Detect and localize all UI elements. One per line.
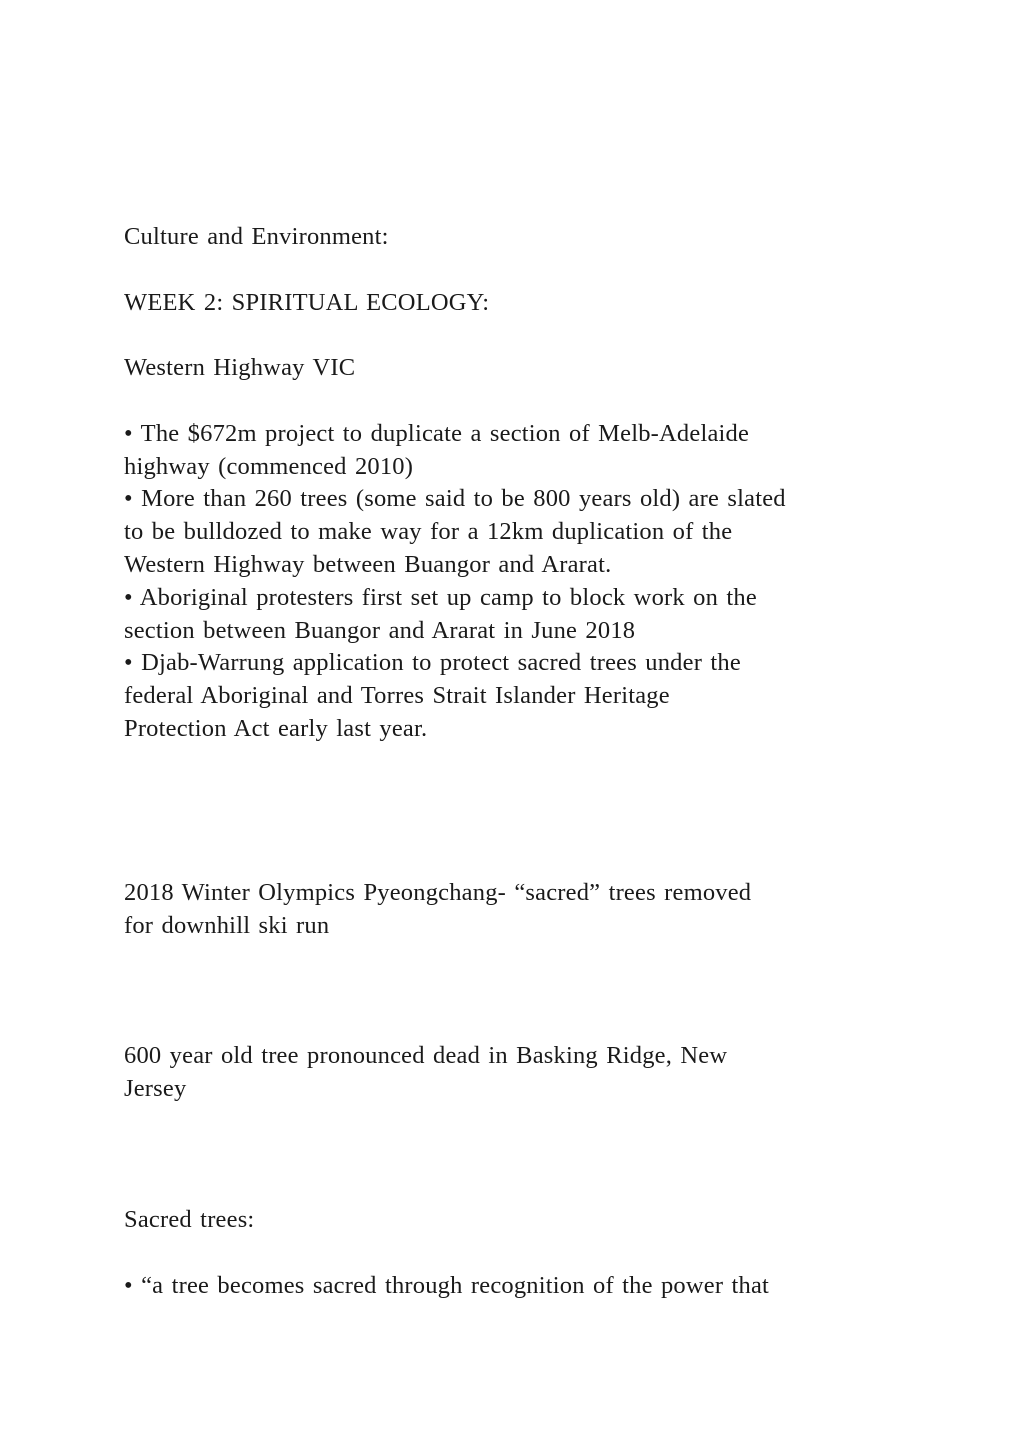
basking-ridge-line-2: Jersey (124, 1075, 187, 1103)
olympics-line-1: 2018 Winter Olympics Pyeongchang- “sacred” trees removed (124, 878, 752, 906)
document-title: Culture and Environment: (124, 223, 389, 250)
document-body (124, 221, 904, 1302)
week-heading: WEEK 2: SPIRITUAL ECOLOGY: (124, 288, 490, 316)
bullet-4-line-3: Protection Act early last year. (124, 714, 428, 742)
sacred-trees-bullet: • “a tree becomes sacred through recognition of the power that (124, 1271, 770, 1299)
olympics-paragraph (124, 877, 904, 943)
bullet-1-line-1: • The $672m project to duplicate a section of Melb-Adelaide (124, 419, 750, 447)
bullet-2-line-1: • More than 260 trees (some said to be 800 years old) are slated (124, 485, 786, 513)
bullet-3-line-1: • Aboriginal protesters first set up camp to block work on the (124, 583, 757, 611)
olympics-line-2: for downhill ski run (124, 911, 330, 939)
bullet-4-line-2: federal Aboriginal and Torres Strait Islander Heritage (124, 682, 670, 710)
bullet-1-line-2: highway (commenced 2010) (124, 452, 414, 480)
basking-ridge-paragraph (124, 1040, 904, 1106)
sacred-trees-heading: Sacred trees: (124, 1205, 255, 1233)
basking-ridge-line-1: 600 year old tree pronounced dead in Basking Ridge, New (124, 1042, 728, 1070)
bullet-2-line-2: to be bulldozed to make way for a 12km duplication of the (124, 518, 733, 546)
bullet-2-line-3: Western Highway between Buangor and Ararat. (124, 550, 612, 578)
bullet-4-line-1: • Djab-Warrung application to protect sacred trees under the (124, 649, 741, 677)
bullet-list (124, 418, 904, 746)
section-heading: Western Highway VIC (124, 354, 356, 382)
bullet-3-line-2: section between Buangor and Ararat in June 2018 (124, 616, 636, 644)
